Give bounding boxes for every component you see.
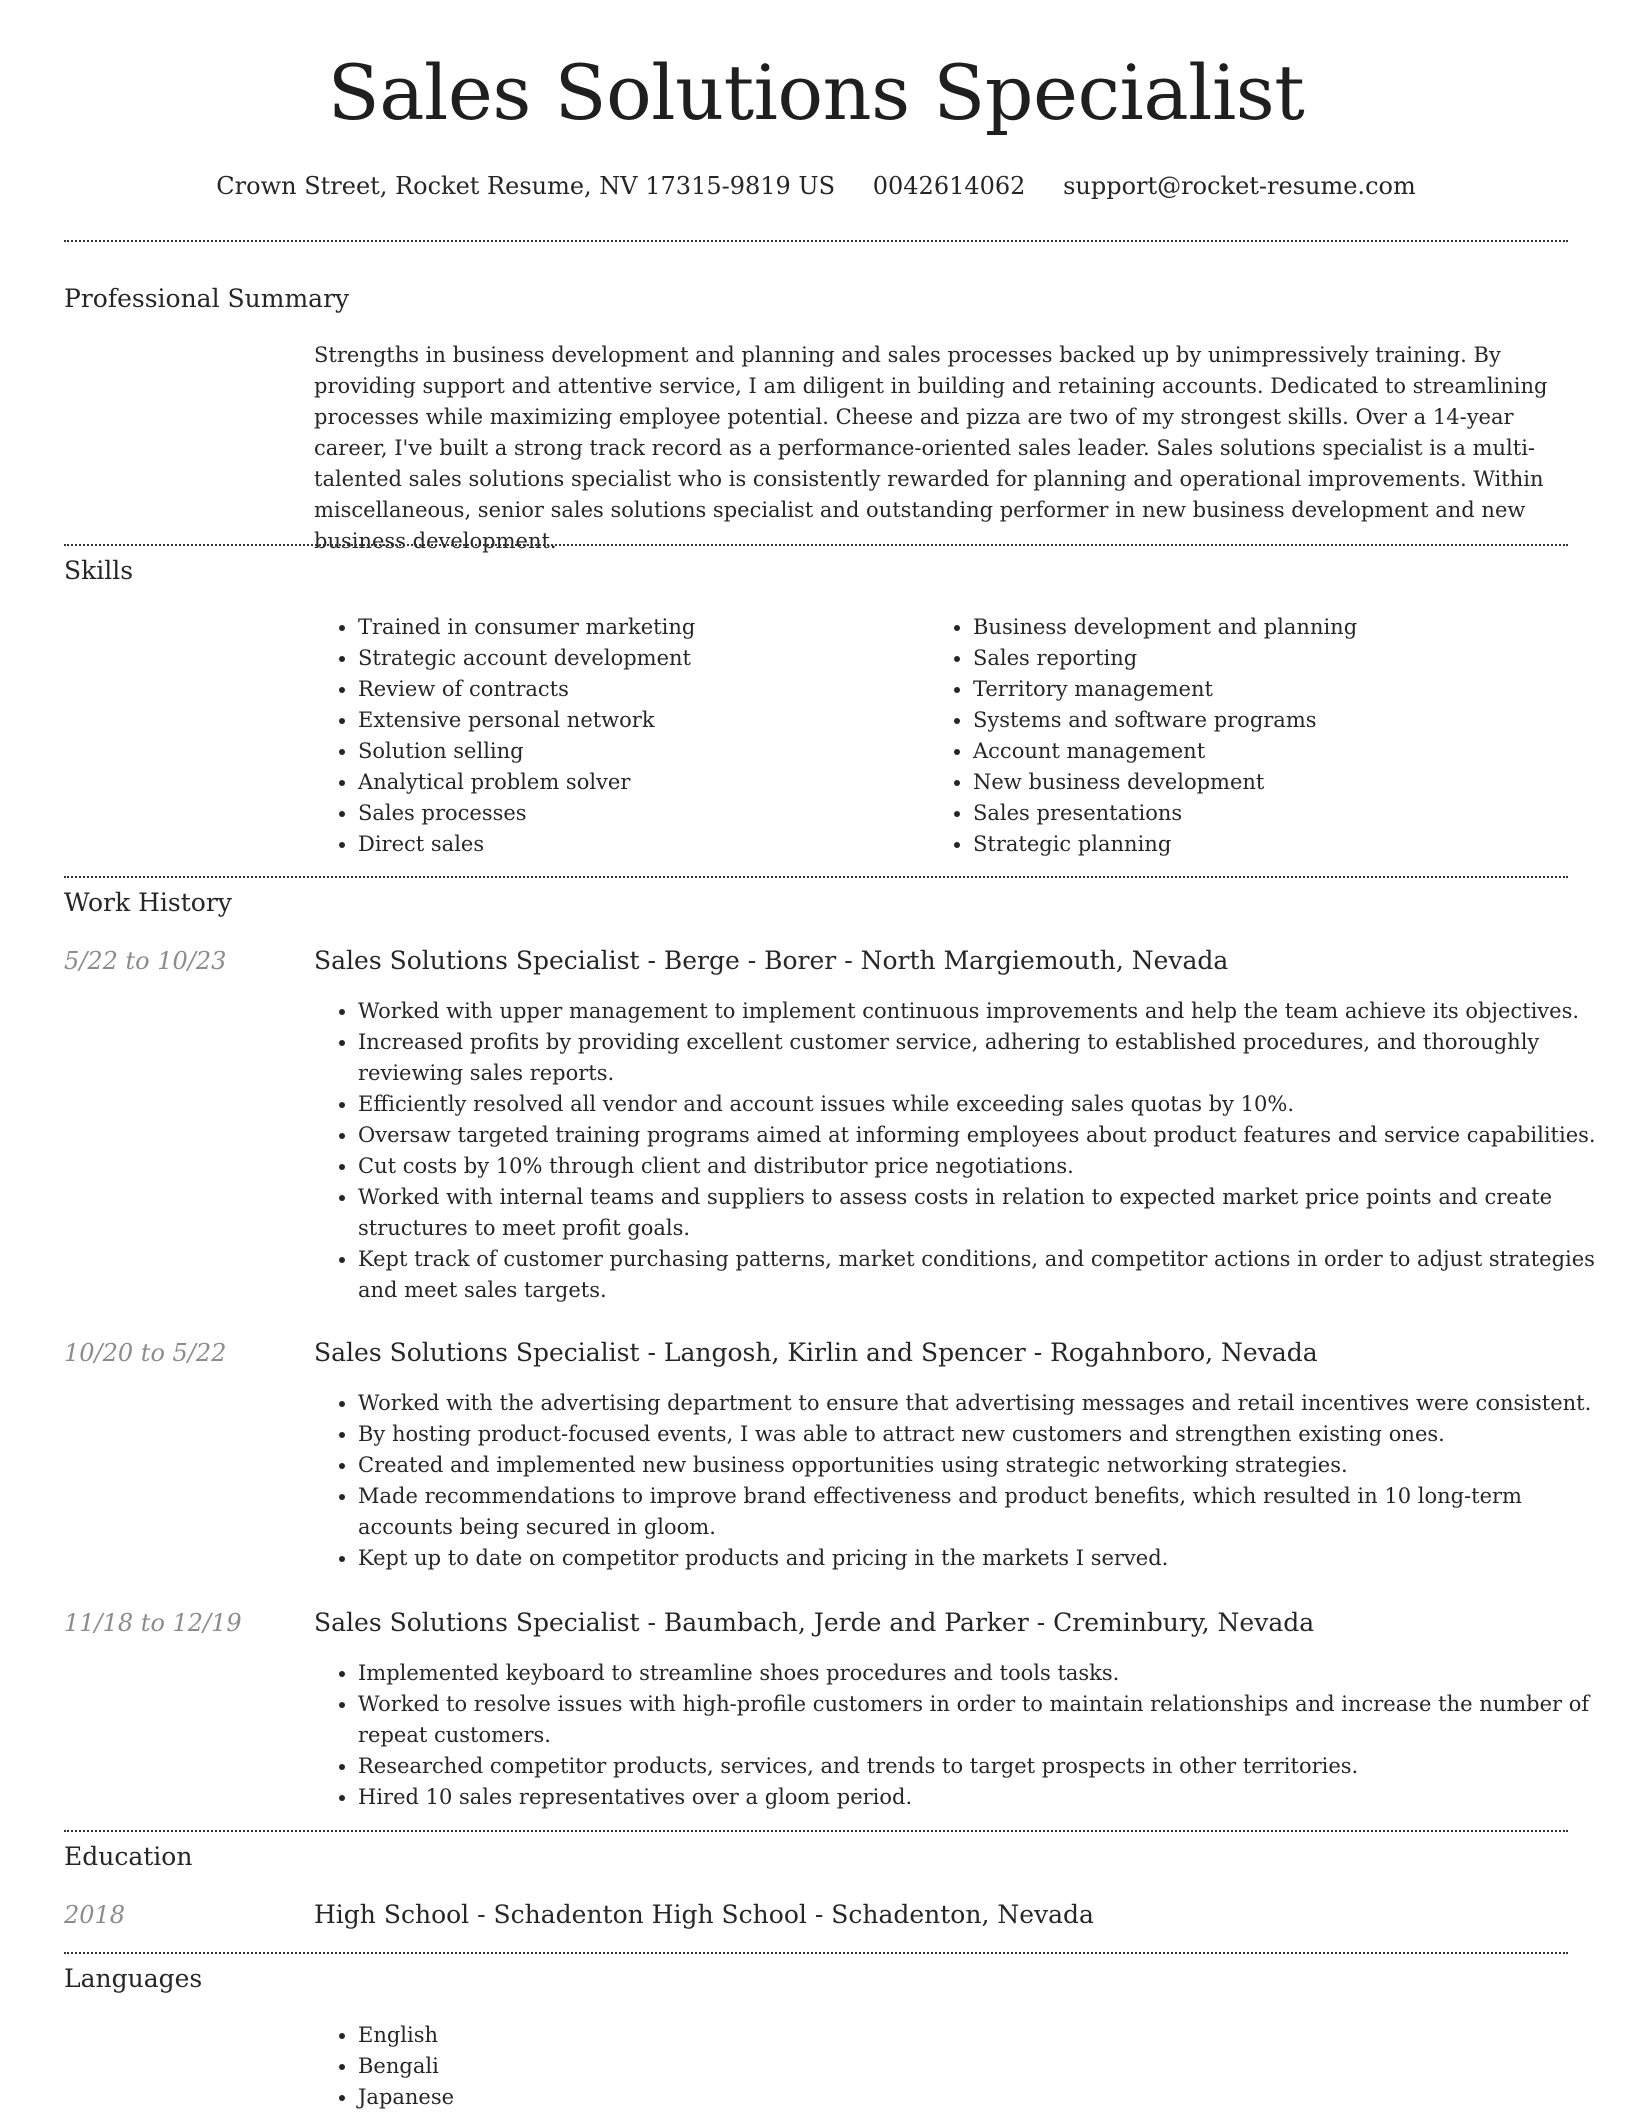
list-item: • Sales reporting — [973, 643, 1573, 674]
list-item: • Systems and software programs — [973, 705, 1573, 736]
languages-list — [314, 2020, 958, 2113]
list-item: • Worked to resolve issues with high-profile customers in order to maintain relationships and increase the number of repeat customers. — [358, 1689, 1614, 1751]
resume-name: Sales Solutions Specialist — [327, 48, 1305, 137]
divider — [64, 1952, 1568, 1954]
divider — [64, 240, 1568, 242]
list-item: • English — [358, 2020, 958, 2051]
list-item: • Worked with upper management to implement continuous improvements and help the team achieve its objectives. — [358, 996, 1614, 1027]
section-title-summary: Professional Summary — [64, 284, 350, 313]
list-item: • Extensive personal network — [358, 705, 958, 736]
list-item: • Oversaw targeted training programs aimed at informing employees about product features and service capabilities. — [358, 1120, 1614, 1151]
list-item: • Business development and planning — [973, 612, 1573, 643]
list-item: • Territory management — [973, 674, 1573, 705]
list-item: • New business development — [973, 767, 1573, 798]
education-heading: High School - Schadenton High School - Schadenton, Nevada — [314, 1900, 1094, 1929]
list-item: • Created and implemented new business opportunities using strategic networking strategies. — [358, 1450, 1614, 1481]
job-bullets — [314, 1658, 1614, 1813]
list-item: • Implemented keyboard to streamline shoes procedures and tools tasks. — [358, 1658, 1614, 1689]
section-title-skills: Skills — [64, 556, 134, 585]
list-item: • Analytical problem solver — [358, 767, 958, 798]
list-item: • Direct sales — [358, 829, 958, 860]
divider — [64, 1830, 1568, 1832]
job-heading: Sales Solutions Specialist - Berge - Borer - North Margiemouth, Nevada — [314, 946, 1229, 975]
list-item: • Trained in consumer marketing — [358, 612, 958, 643]
contact-address: Crown Street, Rocket Resume, NV 17315-9819 US — [216, 172, 836, 200]
contact-phone: 0042614062 — [872, 172, 1026, 200]
skills-list-left — [314, 612, 958, 860]
skills-list-right — [929, 612, 1573, 860]
job-dates: 11/18 to 12/19 — [64, 1609, 242, 1637]
list-item: • Efficiently resolved all vendor and account issues while exceeding sales quotas by 10%. — [358, 1089, 1614, 1120]
list-item: • Strategic planning — [973, 829, 1573, 860]
job-dates: 10/20 to 5/22 — [64, 1339, 227, 1367]
list-item: • Sales presentations — [973, 798, 1573, 829]
list-item: • Kept track of customer purchasing patterns, market conditions, and competitor actions in order to adjust strategies and meet sales targets. — [358, 1244, 1614, 1306]
contact-email: support@rocket-resume.com — [1063, 172, 1416, 200]
list-item: • Japanese — [358, 2082, 958, 2113]
section-title-work: Work History — [64, 888, 232, 917]
list-item: • Strategic account development — [358, 643, 958, 674]
list-item: • Bengali — [358, 2051, 958, 2082]
list-item: • Worked with the advertising department to ensure that advertising messages and retail incentives were consistent. — [358, 1388, 1614, 1419]
list-item: • Increased profits by providing excellent customer service, adhering to established procedures, and thoroughly reviewing sales reports. — [358, 1027, 1614, 1089]
job-heading: Sales Solutions Specialist - Baumbach, Jerde and Parker - Creminbury, Nevada — [314, 1608, 1315, 1637]
section-title-languages: Languages — [64, 1964, 203, 1993]
summary-text: Strengths in business development and planning and sales processes backed up by unimpressively training. By providing support and attentive service, I am diligent in building and retaining accounts. Dedicated to streamlining processes while maximizing employee potential. Cheese and pizza are two of my strongest skills. Over a 14-year career, I've built a strong track record as a performance-oriented sales leader. Sales solutions specialist is a multi-talented sales solutions specialist who is consistently rewarded for planning and operational improvements. Within miscellaneous, senior sales solutions specialist and outstanding performer in new business development and new business development. — [314, 343, 1548, 553]
list-item: • Account management — [973, 736, 1573, 767]
divider — [64, 876, 1568, 878]
list-item: • Hired 10 sales representatives over a gloom period. — [358, 1782, 1614, 1813]
section-title-education: Education — [64, 1842, 193, 1871]
job-heading: Sales Solutions Specialist - Langosh, Kirlin and Spencer - Rogahnboro, Nevada — [314, 1338, 1318, 1367]
divider — [64, 544, 1568, 546]
job-bullets — [314, 996, 1614, 1306]
list-item: • Cut costs by 10% through client and distributor price negotiations. — [358, 1151, 1614, 1182]
list-item: • Solution selling — [358, 736, 958, 767]
list-item: • Researched competitor products, services, and trends to target prospects in other territories. — [358, 1751, 1614, 1782]
job-dates: 5/22 to 10/23 — [64, 947, 227, 975]
job-bullets — [314, 1388, 1614, 1574]
list-item: • Sales processes — [358, 798, 958, 829]
list-item: • Made recommendations to improve brand effectiveness and product benefits, which resulted in 10 long-term accounts being secured in gloom. — [358, 1481, 1614, 1543]
education-date: 2018 — [64, 1901, 126, 1929]
list-item: • Worked with internal teams and suppliers to assess costs in relation to expected market price points and create structures to meet profit goals. — [358, 1182, 1614, 1244]
list-item: • By hosting product-focused events, I was able to attract new customers and strengthen existing ones. — [358, 1419, 1614, 1450]
contact-line — [0, 172, 1632, 200]
list-item: • Kept up to date on competitor products and pricing in the markets I served. — [358, 1543, 1614, 1574]
list-item: • Review of contracts — [358, 674, 958, 705]
